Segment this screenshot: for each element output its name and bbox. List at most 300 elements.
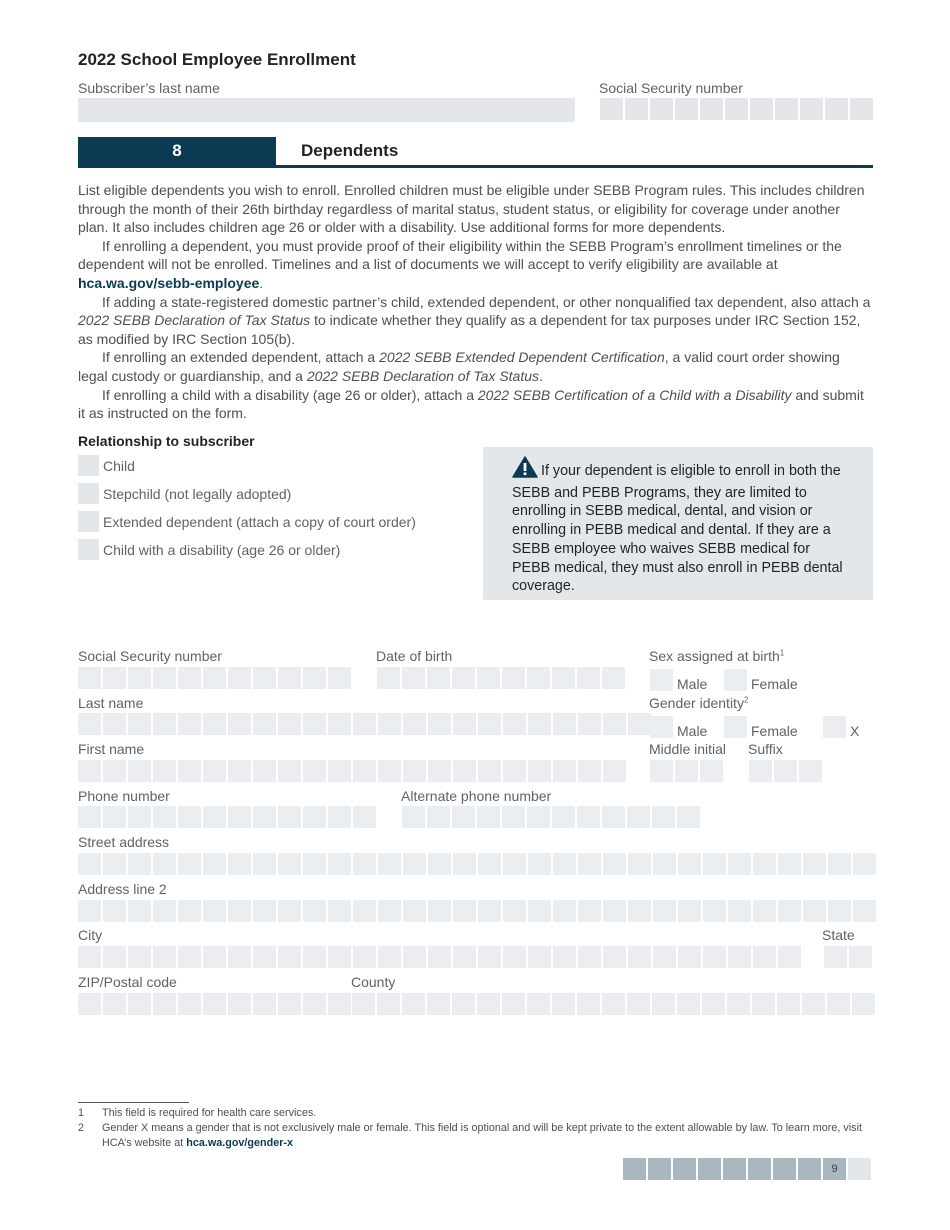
input-cell[interactable]: [528, 760, 551, 782]
input-cell[interactable]: [253, 993, 276, 1015]
input-cell[interactable]: [553, 900, 576, 922]
input-cell[interactable]: [402, 806, 425, 828]
input-cell[interactable]: [627, 806, 650, 828]
input-cell[interactable]: [800, 98, 823, 120]
input-cell[interactable]: [78, 993, 101, 1015]
input-cell[interactable]: [703, 900, 726, 922]
state-input[interactable]: [824, 946, 872, 968]
input-cell[interactable]: [303, 713, 326, 735]
input-cell[interactable]: [553, 853, 576, 875]
gender-x-checkbox[interactable]: [823, 716, 846, 738]
input-cell[interactable]: [103, 993, 126, 1015]
input-cell[interactable]: [153, 993, 176, 1015]
input-cell[interactable]: [278, 713, 301, 735]
input-cell[interactable]: [850, 98, 873, 120]
first-name-label: First name: [78, 741, 145, 757]
input-cell[interactable]: [675, 98, 698, 120]
input-cell[interactable]: [153, 853, 176, 875]
input-cell[interactable]: [702, 993, 725, 1015]
input-cell[interactable]: [628, 853, 651, 875]
instructions: [78, 181, 873, 423]
input-cell[interactable]: [328, 667, 351, 689]
gender-male-checkbox[interactable]: [650, 716, 673, 738]
input-cell[interactable]: [625, 98, 648, 120]
footnote-rule: [78, 1102, 189, 1103]
input-cell[interactable]: [427, 806, 450, 828]
input-cell[interactable]: [203, 713, 226, 735]
relationship-option-extended[interactable]: Extended dependent (attach a copy of court order): [78, 511, 416, 532]
gender-male-label: Male: [677, 723, 708, 739]
input-cell[interactable]: [153, 667, 176, 689]
input-cell[interactable]: [727, 993, 750, 1015]
input-cell[interactable]: [403, 760, 426, 782]
input-cell[interactable]: [578, 853, 601, 875]
city-label: City: [78, 927, 103, 943]
input-cell[interactable]: [650, 98, 673, 120]
county-input[interactable]: [352, 993, 875, 1015]
ssn-label: Social Security number: [78, 648, 222, 664]
input-cell[interactable]: [527, 667, 550, 689]
dob-input[interactable]: [377, 667, 625, 689]
input-cell[interactable]: [478, 713, 501, 735]
sex-male-checkbox[interactable]: [650, 669, 673, 691]
input-cell[interactable]: [652, 806, 675, 828]
input-cell[interactable]: [253, 667, 276, 689]
input-cell[interactable]: [675, 760, 698, 782]
input-cell[interactable]: [378, 946, 401, 968]
section-title: Dependents: [301, 141, 399, 160]
input-cell[interactable]: [700, 98, 723, 120]
input-cell[interactable]: [128, 946, 151, 968]
input-cell[interactable]: [602, 993, 625, 1015]
input-cell[interactable]: [228, 760, 251, 782]
input-cell[interactable]: [353, 946, 376, 968]
input-cell[interactable]: [328, 946, 351, 968]
gender-label: Gender identity$^2$: [649, 695, 749, 711]
input-cell[interactable]: [678, 853, 701, 875]
input-cell[interactable]: [328, 713, 351, 735]
input-cell[interactable]: [428, 713, 451, 735]
state-label: State: [822, 927, 855, 943]
input-cell[interactable]: [403, 853, 426, 875]
input-cell[interactable]: [128, 853, 151, 875]
input-cell[interactable]: [278, 853, 301, 875]
input-cell[interactable]: [828, 900, 851, 922]
input-cell[interactable]: [377, 993, 400, 1015]
alt-phone-label: Alternate phone number: [401, 788, 552, 804]
input-cell[interactable]: [853, 900, 876, 922]
input-cell[interactable]: [228, 806, 251, 828]
input-cell[interactable]: [653, 900, 676, 922]
input-cell[interactable]: [402, 667, 425, 689]
sex-label: Sex assigned at birth$^1$: [649, 648, 785, 664]
input-cell[interactable]: [503, 760, 526, 782]
input-cell[interactable]: [128, 667, 151, 689]
input-cell[interactable]: [677, 806, 700, 828]
gender-female-checkbox[interactable]: [724, 716, 747, 738]
input-cell[interactable]: [128, 760, 151, 782]
input-cell[interactable]: [478, 853, 501, 875]
input-cell[interactable]: [528, 853, 551, 875]
street-input[interactable]: [78, 853, 876, 875]
input-cell[interactable]: [103, 667, 126, 689]
input-cell[interactable]: [452, 806, 475, 828]
input-cell[interactable]: [849, 946, 872, 968]
input-cell[interactable]: [753, 900, 776, 922]
gender-x-link[interactable]: hca.wa.gov/gender-x: [186, 1137, 294, 1149]
alt-phone-input[interactable]: [402, 806, 700, 828]
input-cell[interactable]: [553, 946, 576, 968]
input-cell[interactable]: [703, 853, 726, 875]
input-cell[interactable]: [603, 946, 626, 968]
input-cell[interactable]: [153, 713, 176, 735]
input-cell[interactable]: [128, 993, 151, 1015]
input-cell[interactable]: [203, 900, 226, 922]
subscriber-ssn-label: Social Security number: [599, 80, 743, 96]
input-cell[interactable]: [403, 713, 426, 735]
input-cell[interactable]: [428, 853, 451, 875]
suffix-input[interactable]: [749, 760, 822, 782]
input-cell[interactable]: [303, 946, 326, 968]
eligibility-notice: If your dependent is eligible to enroll in both the SEBB and PEBB Programs, they are limited to enrolling in SEBB medical, dental, and vision or enrolling in PEBB medical and dental. If they are a SEBB employee who waives SEBB medical for PEBB medical, they must also enroll in PEBB dental coverage.: [483, 447, 873, 600]
input-cell[interactable]: [650, 760, 673, 782]
input-cell[interactable]: [628, 946, 651, 968]
input-cell[interactable]: [403, 900, 426, 922]
input-cell[interactable]: [103, 853, 126, 875]
instructions-p4: If enrolling an extended dependent, attach a 2022 SEBB Extended Dependent Certification, a valid court order showing legal custody or guardianship, and a 2022 SEBB Declaration of Tax Status.: [78, 349, 840, 384]
input-cell[interactable]: [377, 667, 400, 689]
input-cell[interactable]: [328, 993, 351, 1015]
input-cell[interactable]: [728, 946, 751, 968]
middle-initial-input[interactable]: [650, 760, 723, 782]
input-cell[interactable]: [78, 946, 101, 968]
input-cell[interactable]: [828, 853, 851, 875]
dob-label: Date of birth: [376, 648, 453, 664]
input-cell[interactable]: [453, 900, 476, 922]
input-cell[interactable]: [553, 713, 576, 735]
input-cell[interactable]: [427, 993, 450, 1015]
input-cell[interactable]: [453, 946, 476, 968]
input-cell[interactable]: [453, 853, 476, 875]
input-cell[interactable]: [78, 900, 101, 922]
subscriber-ssn-input[interactable]: [600, 98, 873, 120]
input-cell[interactable]: [452, 993, 475, 1015]
input-cell[interactable]: [603, 900, 626, 922]
sebb-employee-link[interactable]: hca.wa.gov/sebb-employee: [78, 274, 260, 291]
input-cell[interactable]: [278, 946, 301, 968]
input-cell[interactable]: [628, 900, 651, 922]
instructions-p1: List eligible dependents you wish to enroll. Enrolled children must be eligible under SEBB Program rules. This includes children through the month of their 26th birthday regardless of marital status, student status, or eligibility for coverage under another plan. It also includes children age 26 or older with a disability. Use additional forms for more dependents.: [78, 182, 865, 236]
input-cell[interactable]: [775, 98, 798, 120]
input-cell[interactable]: [627, 993, 650, 1015]
checkbox[interactable]: [78, 511, 99, 532]
input-cell[interactable]: [128, 806, 151, 828]
relationship-option-disability[interactable]: Child with a disability (age 26 or older): [78, 539, 340, 560]
input-cell[interactable]: [328, 806, 351, 828]
address2-input[interactable]: [78, 900, 876, 922]
subscriber-last-name-label: Subscriber’s last name: [78, 80, 220, 96]
input-cell[interactable]: [353, 900, 376, 922]
input-cell[interactable]: [528, 713, 551, 735]
input-cell[interactable]: [278, 900, 301, 922]
input-cell[interactable]: [303, 993, 326, 1015]
input-cell[interactable]: [303, 667, 326, 689]
input-cell[interactable]: [328, 760, 351, 782]
input-cell[interactable]: [478, 900, 501, 922]
input-cell[interactable]: [528, 946, 551, 968]
input-cell[interactable]: [228, 946, 251, 968]
input-cell[interactable]: [552, 667, 575, 689]
input-cell[interactable]: [428, 946, 451, 968]
input-cell[interactable]: [203, 667, 226, 689]
input-cell[interactable]: [553, 760, 576, 782]
input-cell[interactable]: [178, 806, 201, 828]
input-cell[interactable]: [728, 900, 751, 922]
phone-label: Phone number: [78, 788, 170, 804]
input-cell[interactable]: [678, 900, 701, 922]
input-cell[interactable]: [478, 946, 501, 968]
input-cell[interactable]: [78, 667, 101, 689]
input-cell[interactable]: [303, 900, 326, 922]
input-cell[interactable]: [153, 760, 176, 782]
input-cell[interactable]: [203, 946, 226, 968]
input-cell[interactable]: [328, 853, 351, 875]
input-cell[interactable]: [578, 900, 601, 922]
checkbox[interactable]: [78, 455, 99, 476]
input-cell[interactable]: [428, 760, 451, 782]
input-cell[interactable]: [700, 760, 723, 782]
input-cell[interactable]: [403, 946, 426, 968]
input-cell[interactable]: [578, 946, 601, 968]
input-cell[interactable]: [128, 713, 151, 735]
input-cell[interactable]: [78, 853, 101, 875]
input-cell[interactable]: [228, 667, 251, 689]
input-cell[interactable]: [778, 853, 801, 875]
input-cell[interactable]: [778, 946, 801, 968]
input-cell[interactable]: [853, 853, 876, 875]
subscriber-last-name-input[interactable]: [78, 98, 575, 122]
instructions-p3: If adding a state-registered domestic partner’s child, extended dependent, or other nonqualified tax dependent, also attach a 2022 SEBB Declaration of Tax Status to indicate whether they qualify as a dependent for tax purposes under IRC Section 152, as modified by IRC Section 105(b).: [78, 293, 871, 347]
input-cell[interactable]: [178, 853, 201, 875]
input-cell[interactable]: [802, 993, 825, 1015]
input-cell[interactable]: [478, 760, 501, 782]
input-cell[interactable]: [578, 760, 601, 782]
suffix-label: Suffix: [748, 741, 783, 757]
input-cell[interactable]: [527, 806, 550, 828]
input-cell[interactable]: [203, 853, 226, 875]
input-cell[interactable]: [603, 853, 626, 875]
input-cell[interactable]: [749, 760, 772, 782]
input-cell[interactable]: [103, 806, 126, 828]
input-cell[interactable]: [453, 760, 476, 782]
input-cell[interactable]: [677, 993, 700, 1015]
footnote-2: 2 Gender X means a gender that is not exclusively male or female. This field is optional and will be kept private to the extent allowable by law. To learn more, visit HCA’s website at hca.wa.gov/gender-x: [78, 1122, 862, 1149]
first-name-input[interactable]: [78, 760, 626, 782]
input-cell[interactable]: [253, 900, 276, 922]
input-cell[interactable]: [253, 760, 276, 782]
input-cell[interactable]: [528, 900, 551, 922]
input-cell[interactable]: [103, 900, 126, 922]
input-cell[interactable]: [253, 713, 276, 735]
input-cell[interactable]: [752, 993, 775, 1015]
input-cell[interactable]: [378, 713, 401, 735]
input-cell[interactable]: [153, 946, 176, 968]
input-cell[interactable]: [552, 993, 575, 1015]
input-cell[interactable]: [303, 806, 326, 828]
input-cell[interactable]: [278, 806, 301, 828]
input-cell[interactable]: [253, 806, 276, 828]
input-cell[interactable]: [628, 713, 651, 735]
input-cell[interactable]: [352, 993, 375, 1015]
input-cell[interactable]: [203, 993, 226, 1015]
section-number: 8: [78, 137, 276, 165]
input-cell[interactable]: [253, 946, 276, 968]
input-cell[interactable]: [203, 760, 226, 782]
middle-initial-label: Middle initial: [649, 741, 727, 757]
footnote-1: 1 This field is required for health care services.: [78, 1107, 317, 1119]
input-cell[interactable]: [503, 900, 526, 922]
input-cell[interactable]: [203, 806, 226, 828]
input-cell[interactable]: [103, 946, 126, 968]
input-cell[interactable]: [678, 946, 701, 968]
input-cell[interactable]: [552, 806, 575, 828]
input-cell[interactable]: [600, 98, 623, 120]
section-rule: [78, 165, 873, 168]
input-cell[interactable]: [827, 993, 850, 1015]
relationship-heading: Relationship to subscriber: [78, 433, 255, 449]
input-cell[interactable]: [228, 713, 251, 735]
input-cell[interactable]: [453, 713, 476, 735]
input-cell[interactable]: [78, 806, 101, 828]
input-cell[interactable]: [153, 900, 176, 922]
input-cell[interactable]: [178, 946, 201, 968]
input-cell[interactable]: [78, 760, 101, 782]
input-cell[interactable]: [378, 760, 401, 782]
input-cell[interactable]: [178, 993, 201, 1015]
input-cell[interactable]: [303, 853, 326, 875]
input-cell[interactable]: [852, 993, 875, 1015]
checkbox[interactable]: [78, 483, 99, 504]
input-cell[interactable]: [753, 853, 776, 875]
input-cell[interactable]: [774, 760, 797, 782]
input-cell[interactable]: [78, 713, 101, 735]
ssn-input[interactable]: [78, 667, 351, 689]
relationship-option-stepchild[interactable]: Stepchild (not legally adopted): [78, 483, 291, 504]
input-cell[interactable]: [103, 760, 126, 782]
input-cell[interactable]: [353, 806, 376, 828]
input-cell[interactable]: [803, 853, 826, 875]
input-cell[interactable]: [128, 900, 151, 922]
form-title: 2022 School Employee Enrollment: [78, 50, 356, 69]
city-input[interactable]: [78, 946, 801, 968]
input-cell[interactable]: [228, 993, 251, 1015]
input-cell[interactable]: [703, 946, 726, 968]
input-cell[interactable]: [378, 853, 401, 875]
input-cell[interactable]: [502, 667, 525, 689]
input-cell[interactable]: [778, 900, 801, 922]
input-cell[interactable]: [503, 946, 526, 968]
input-cell[interactable]: [228, 853, 251, 875]
input-cell[interactable]: [653, 853, 676, 875]
input-cell[interactable]: [228, 900, 251, 922]
zip-label: ZIP/Postal code: [78, 974, 177, 990]
input-cell[interactable]: [825, 98, 848, 120]
last-name-input[interactable]: [78, 713, 651, 735]
input-cell[interactable]: [477, 806, 500, 828]
input-cell[interactable]: [427, 667, 450, 689]
input-cell[interactable]: [503, 853, 526, 875]
input-cell[interactable]: [502, 806, 525, 828]
input-cell[interactable]: [502, 993, 525, 1015]
input-cell[interactable]: [153, 806, 176, 828]
input-cell[interactable]: [402, 993, 425, 1015]
input-cell[interactable]: [753, 946, 776, 968]
input-cell[interactable]: [577, 667, 600, 689]
input-cell[interactable]: [452, 667, 475, 689]
input-cell[interactable]: [578, 713, 601, 735]
input-cell[interactable]: [353, 713, 376, 735]
zip-input[interactable]: [78, 993, 351, 1015]
input-cell[interactable]: [824, 946, 847, 968]
input-cell[interactable]: [652, 993, 675, 1015]
input-cell[interactable]: [653, 946, 676, 968]
input-cell[interactable]: [577, 993, 600, 1015]
street-label: Street address: [78, 834, 170, 850]
input-cell[interactable]: [353, 853, 376, 875]
warning-icon: [512, 456, 538, 484]
input-cell[interactable]: [178, 713, 201, 735]
input-cell[interactable]: [178, 900, 201, 922]
input-cell[interactable]: [178, 667, 201, 689]
input-cell[interactable]: [527, 993, 550, 1015]
input-cell[interactable]: [602, 806, 625, 828]
input-cell[interactable]: [353, 760, 376, 782]
input-cell[interactable]: [278, 993, 301, 1015]
input-cell[interactable]: [428, 900, 451, 922]
page-number: 9: [823, 1158, 846, 1180]
input-cell[interactable]: [577, 806, 600, 828]
input-cell[interactable]: [477, 993, 500, 1015]
sex-male-label: Male: [677, 676, 708, 692]
input-cell[interactable]: [603, 713, 626, 735]
input-cell[interactable]: [799, 760, 822, 782]
input-cell[interactable]: [378, 900, 401, 922]
input-cell[interactable]: [803, 900, 826, 922]
phone-input[interactable]: [78, 806, 376, 828]
address2-label: Address line 2: [78, 881, 167, 897]
instructions-p2: If enrolling a dependent, you must provide proof of their eligibility within the SEBB Program’s enrollment timelines or the dependent will not be enrolled. Timelines and a list of documents we will accept to verify eligibility are available at hca.wa.gov/sebb-employee.: [78, 237, 842, 291]
input-cell[interactable]: [477, 667, 500, 689]
input-cell[interactable]: [253, 853, 276, 875]
input-cell[interactable]: [328, 900, 351, 922]
checkbox[interactable]: [78, 539, 99, 560]
input-cell[interactable]: [725, 98, 748, 120]
input-cell[interactable]: [777, 993, 800, 1015]
sex-female-checkbox[interactable]: [724, 669, 747, 691]
input-cell[interactable]: [728, 853, 751, 875]
input-cell[interactable]: [303, 760, 326, 782]
input-cell[interactable]: [278, 760, 301, 782]
input-cell[interactable]: [178, 760, 201, 782]
input-cell[interactable]: [278, 667, 301, 689]
input-cell[interactable]: [602, 667, 625, 689]
input-cell[interactable]: [603, 760, 626, 782]
input-cell[interactable]: [750, 98, 773, 120]
relationship-option-child[interactable]: Child: [78, 455, 135, 476]
input-cell[interactable]: [503, 713, 526, 735]
county-label: County: [351, 974, 396, 990]
input-cell[interactable]: [103, 713, 126, 735]
